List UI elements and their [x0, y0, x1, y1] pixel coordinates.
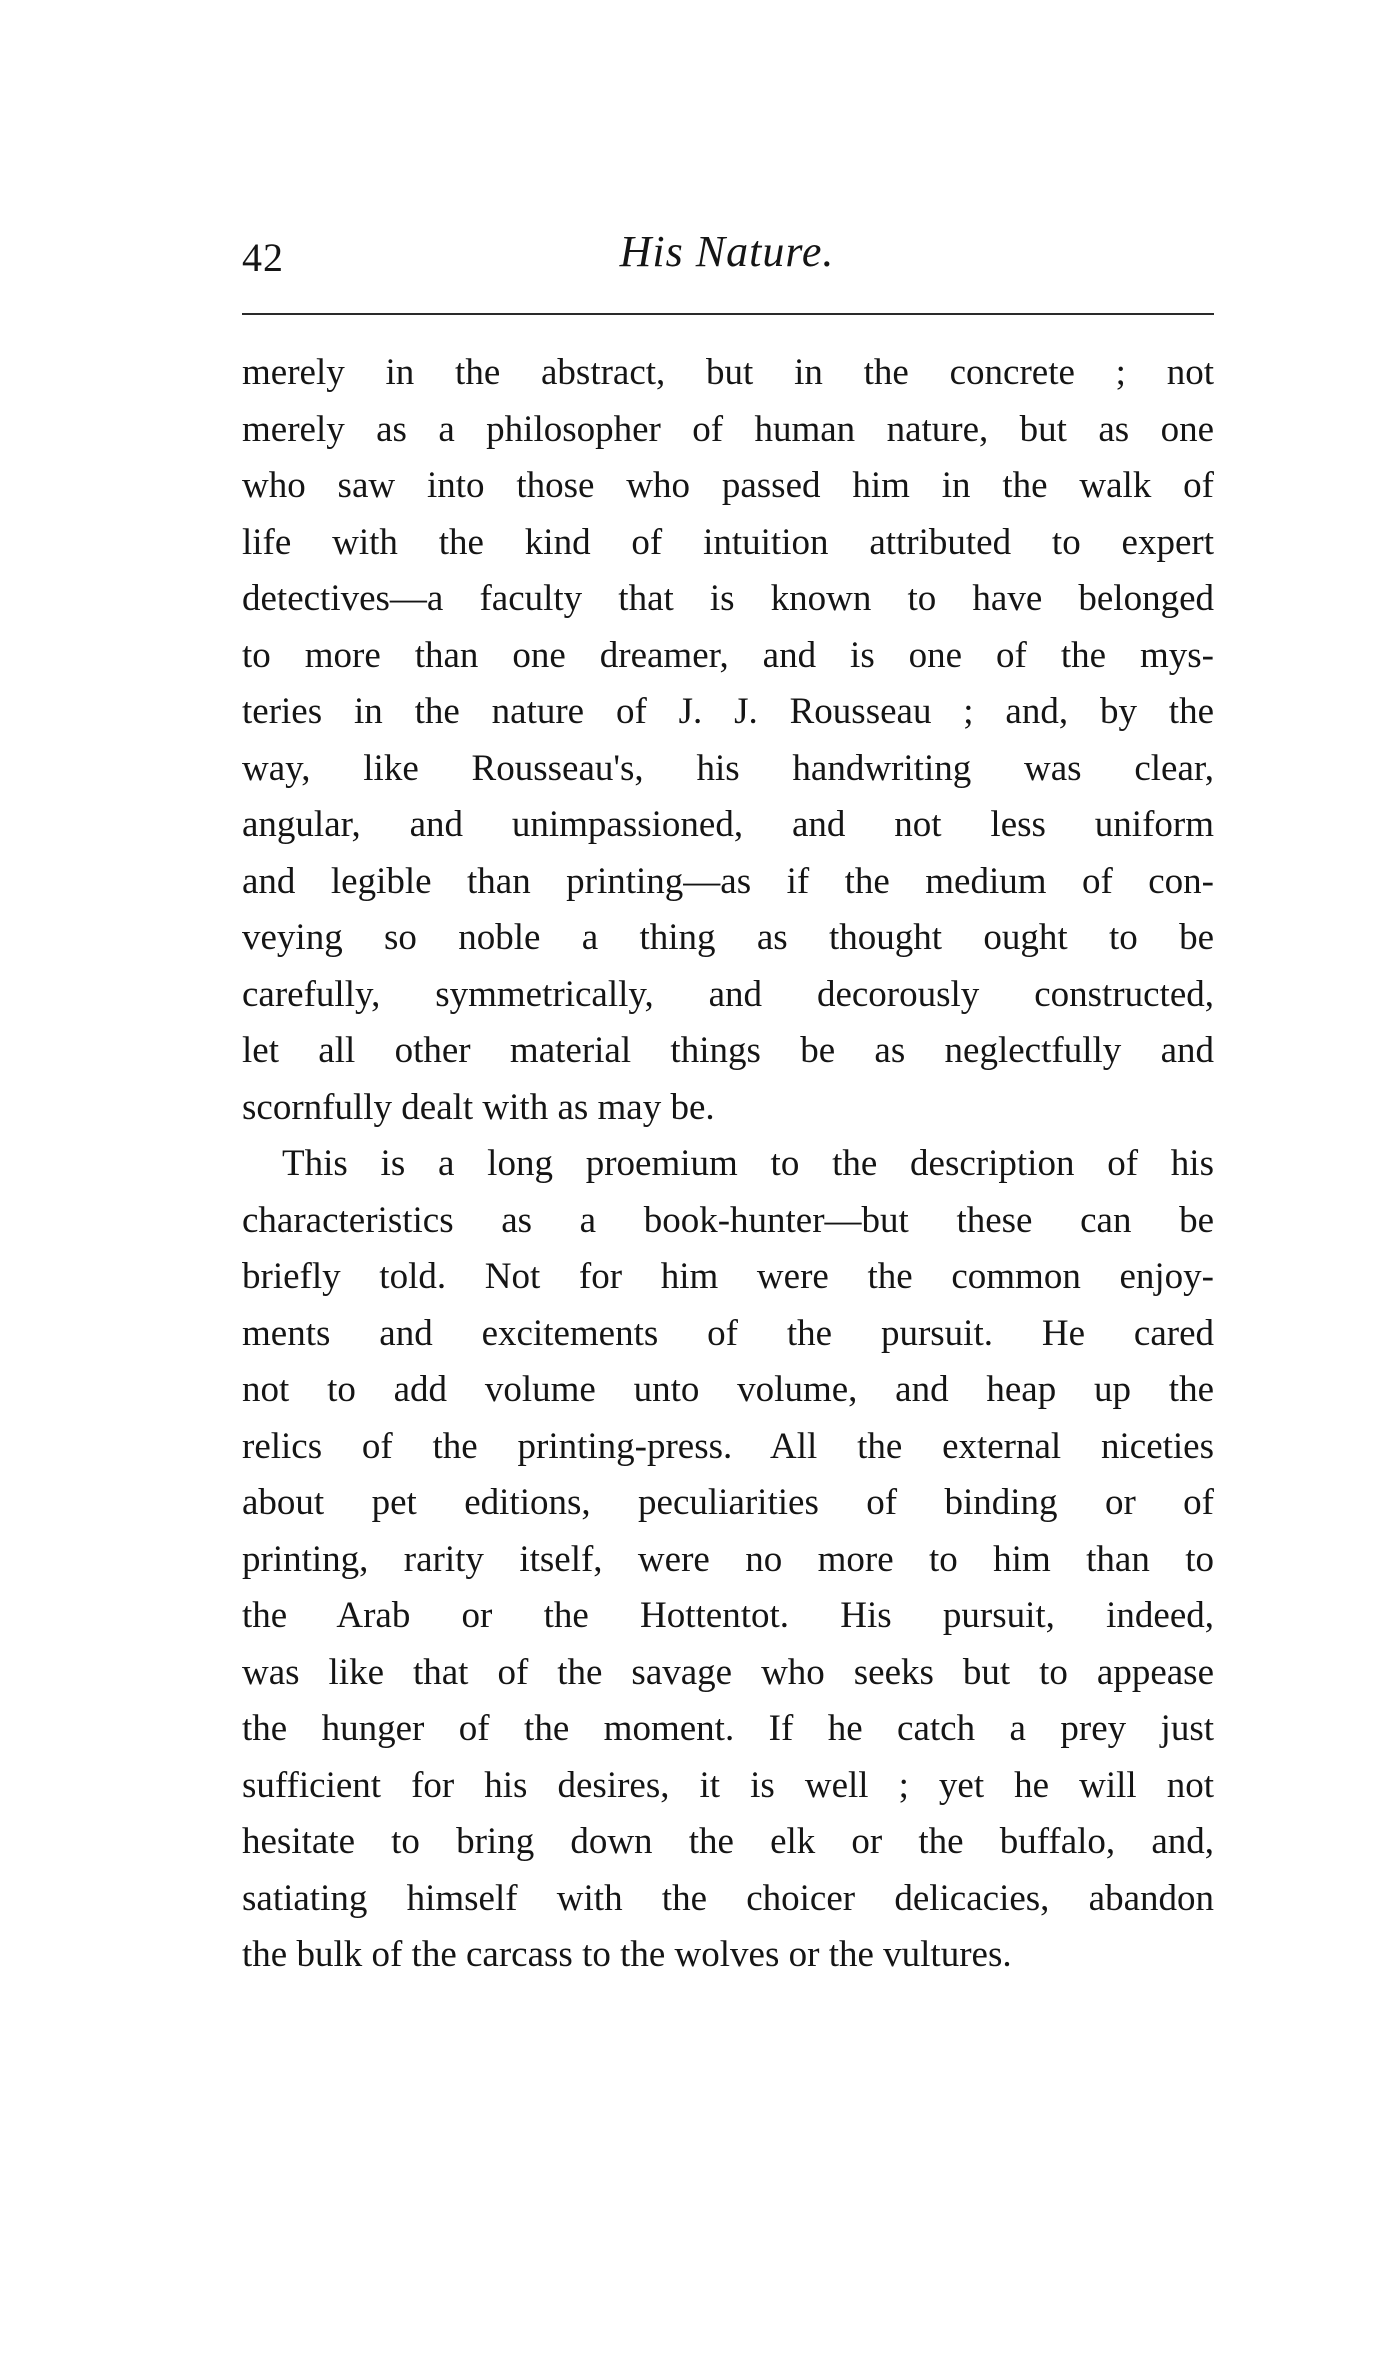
- paragraph-1: [242, 345, 1214, 1136]
- text-line: and legible than printing—as if the medium of con-: [242, 860, 1214, 902]
- text-line: satiating himself with the choicer delicacies, abandon: [242, 1877, 1214, 1919]
- text-line: the bulk of the carcass to the wolves or the vultures.: [242, 1934, 1012, 1975]
- text-line: detectives—a faculty that is known to have belonged: [242, 578, 1214, 619]
- text-line: characteristics as a book-hunter—but these can be: [242, 1199, 1214, 1241]
- text-line: the Arab or the Hottentot. His pursuit, indeed,: [242, 1595, 1214, 1636]
- text-line: scornfully dealt with as may be.: [242, 1086, 715, 1128]
- text-line: way, like Rousseau's, his handwriting was clear,: [242, 747, 1214, 789]
- text-line: about pet editions, peculiarities of binding or of: [242, 1482, 1214, 1523]
- page-number: 42: [242, 235, 284, 280]
- paragraph-2: [242, 1136, 1214, 1984]
- running-title: His Nature.: [619, 227, 835, 276]
- body-text: [242, 345, 1214, 1984]
- text-line: merely in the abstract, but in the concrete ; not: [242, 352, 1214, 393]
- text-line: to more than one dreamer, and is one of the mys-: [242, 634, 1214, 676]
- text-line: life with the kind of intuition attributed to expert: [242, 521, 1214, 563]
- text-line: hesitate to bring down the elk or the buffalo, and,: [242, 1821, 1214, 1862]
- text-line: merely as a philosopher of human nature, but as one: [242, 408, 1214, 450]
- text-line: relics of the printing-press. All the external niceties: [242, 1425, 1214, 1467]
- page-header: [242, 226, 1212, 296]
- text-line: teries in the nature of J. J. Rousseau ; and, by the: [242, 691, 1214, 732]
- text-line: This is a long proemium to the description of his: [282, 1143, 1214, 1184]
- text-line: the hunger of the moment. If he catch a prey just: [242, 1708, 1214, 1749]
- text-line: who saw into those who passed him in the walk of: [242, 465, 1214, 506]
- text-line: was like that of the savage who seeks but to appease: [242, 1651, 1214, 1693]
- text-line: sufficient for his desires, it is well ; yet he will not: [242, 1764, 1214, 1806]
- text-line: printing, rarity itself, were no more to him than to: [242, 1538, 1214, 1580]
- text-line: carefully, symmetrically, and decorously constructed,: [242, 973, 1214, 1015]
- text-line: not to add volume unto volume, and heap up the: [242, 1369, 1214, 1410]
- header-rule: [242, 313, 1214, 315]
- text-line: let all other material things be as neglectfully and: [242, 1030, 1214, 1071]
- text-line: ments and excitements of the pursuit. He cared: [242, 1312, 1214, 1354]
- text-line: briefly told. Not for him were the common enjoy-: [242, 1256, 1214, 1297]
- text-line: veying so noble a thing as thought ought to be: [242, 917, 1214, 958]
- text-line: angular, and unimpassioned, and not less uniform: [242, 804, 1214, 845]
